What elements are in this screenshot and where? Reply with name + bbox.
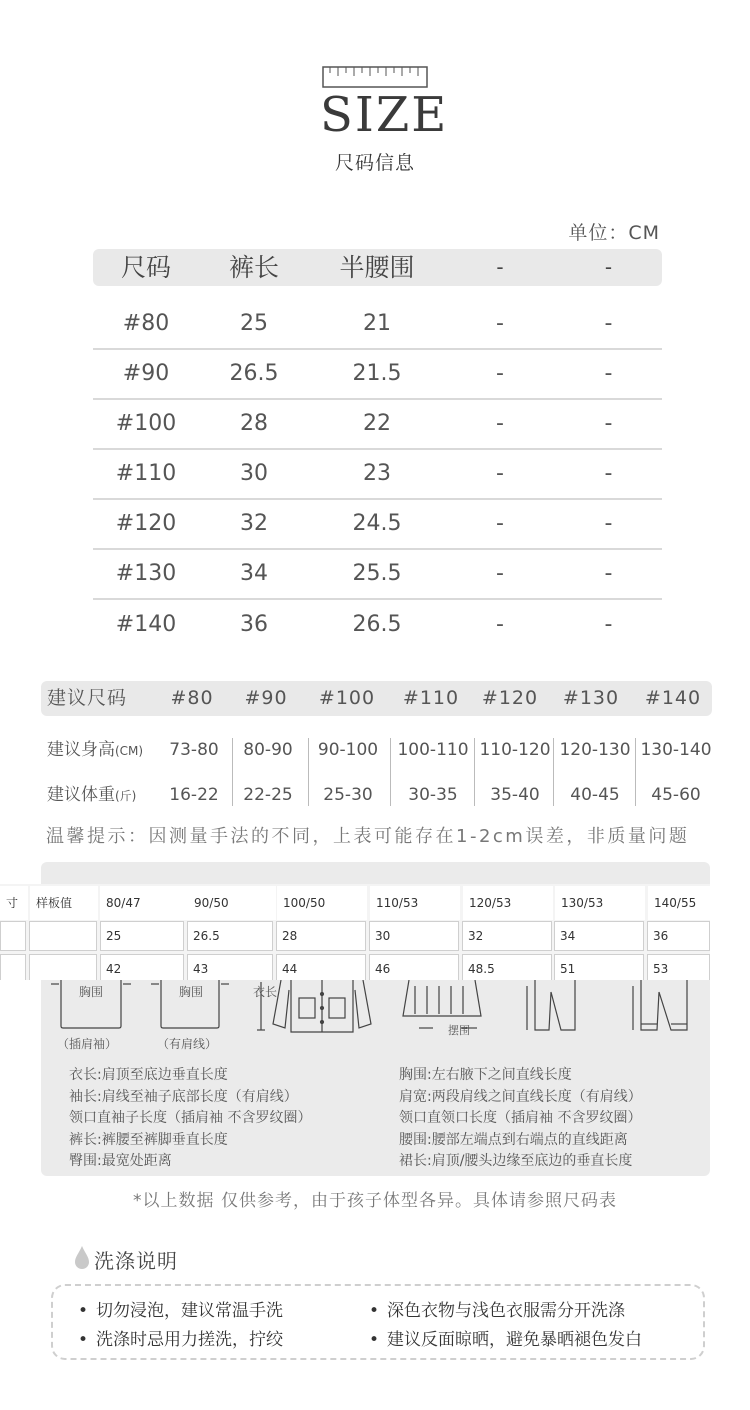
table-cell: - (496, 461, 504, 486)
table-cell: - (604, 561, 613, 586)
table-cell: - (604, 411, 613, 436)
table-cell: - (604, 311, 613, 336)
table-cell: 34 (240, 561, 268, 586)
table-cell: 28 (240, 411, 268, 436)
size-title: SIZE (320, 87, 449, 143)
table-cell: 21.5 (352, 361, 402, 386)
definition-item: 袖长:肩线至袖子底部长度（有肩线） (69, 1088, 298, 1105)
table-cell: - (496, 511, 504, 536)
table-row (93, 349, 662, 400)
spec-cell: 46 (369, 954, 459, 980)
spec-cell (29, 954, 97, 980)
table-cell: - (496, 411, 504, 436)
recommend-header (41, 681, 712, 716)
spec-header: 110/53 (370, 886, 460, 920)
definition-item: 肩宽:两段肩线之间直线长度（有肩线） (399, 1088, 642, 1105)
spec-cell (0, 954, 26, 980)
table-cell: 40-45 (570, 785, 620, 805)
wash-item: • 切勿浸泡，建议常温手洗 (78, 1296, 283, 1321)
table-cell: 25 (240, 311, 268, 336)
spec-cell (29, 921, 97, 951)
spec-header: 80/47 (100, 886, 188, 920)
spec-cell: 30 (369, 921, 459, 951)
table-row (93, 449, 662, 500)
ruler-icon (322, 66, 428, 88)
spec-cell: 36 (647, 921, 710, 951)
pants-figure-1 (527, 980, 575, 1030)
table-cell: - (496, 561, 504, 586)
column-header: - (496, 255, 504, 279)
length-label: 衣长 (253, 985, 278, 999)
table-cell: #90 (122, 361, 170, 386)
table-cell: 110-120 (479, 740, 551, 760)
spec-cell: 42 (100, 954, 184, 980)
spec-cell: 25 (100, 921, 184, 951)
spec-header: 100/50 (277, 886, 367, 920)
spec-cell (0, 921, 26, 951)
definition-item: 裤长:裤腰至裤脚垂直长度 (69, 1131, 228, 1148)
spec-sheet (0, 884, 710, 980)
measurement-tip: 温馨提示：因测量手法的不同，上表可能存在1-2cm误差，非质量问题 (46, 826, 690, 847)
column-header: #90 (244, 687, 288, 709)
hem-label: 摆围 (448, 1024, 470, 1037)
table-row (93, 549, 662, 600)
definition-item: 腰围:腰部左端点到右端点的直线距离 (399, 1131, 628, 1148)
table-cell: 21 (363, 311, 391, 336)
spec-header: 样板值 (30, 886, 98, 920)
definition-item: 领口直领口长度（插肩袖 不含罗纹圈） (399, 1110, 642, 1126)
definitions-right (399, 1065, 642, 1173)
definition-item: 裙长:肩顶/腰头边缘至底边的垂直长度 (399, 1153, 633, 1169)
column-header: #110 (402, 687, 460, 709)
table-cell: - (604, 612, 613, 637)
column-header: #80 (170, 687, 214, 709)
table-cell: 90-100 (317, 740, 379, 760)
table-row (93, 299, 662, 350)
spec-header: 140/55 (648, 886, 710, 920)
column-header: #100 (318, 687, 376, 709)
table-cell: - (604, 361, 613, 386)
table-cell: 25-30 (323, 785, 373, 805)
unit-label: 单位：CM (568, 222, 660, 244)
table-cell: - (604, 461, 613, 486)
table-cell: - (496, 311, 504, 336)
spec-cell: 44 (276, 954, 366, 980)
table-cell: 25.5 (352, 561, 402, 586)
table-cell: 32 (240, 511, 268, 536)
garment-diagrams (41, 980, 710, 1052)
pants-figure-2 (633, 980, 687, 1030)
spec-cell: 28 (276, 921, 366, 951)
table-cell: 26.5 (352, 612, 402, 637)
chest-label: 胸围 (79, 985, 104, 999)
table-cell: #120 (115, 511, 177, 536)
table-cell: - (604, 511, 613, 536)
table-cell: 30 (240, 461, 268, 486)
table-cell: #100 (115, 411, 177, 436)
column-header: 裤长 (228, 253, 279, 282)
table-cell: 130-140 (640, 740, 712, 760)
spec-cell: 48.5 (462, 954, 552, 980)
wash-item: • 深色衣物与浅色衣服需分开洗涤 (369, 1296, 625, 1321)
table-cell: 26.5 (229, 361, 279, 386)
wash-item: • 洗涤时忌用力搓洗，拧绞 (78, 1325, 283, 1350)
column-header: #120 (481, 687, 539, 709)
column-header: #130 (562, 687, 620, 709)
table-cell: #80 (122, 311, 170, 336)
wash-title: 洗涤说明 (94, 1249, 178, 1273)
table-row (93, 399, 662, 450)
table-cell: 30-35 (408, 785, 458, 805)
spec-header: 130/53 (555, 886, 645, 920)
water-drop-icon (73, 1245, 91, 1271)
column-header: - (604, 255, 613, 279)
table-cell: #110 (115, 461, 177, 486)
column-header: 半腰围 (339, 253, 415, 282)
wash-item: • 建议反面晾晒，避免暴晒褪色发白 (369, 1325, 642, 1350)
table-cell: 35-40 (490, 785, 540, 805)
shoulder-caption: （有肩线） (157, 1037, 218, 1051)
chest-label: 胸围 (179, 985, 204, 999)
definition-item: 领口直袖子长度（插肩袖 不含罗纹圈） (69, 1110, 312, 1126)
table-cell: 36 (240, 612, 268, 637)
spec-cell: 43 (187, 954, 273, 980)
column-header: #140 (644, 687, 702, 709)
table-cell: #140 (115, 612, 177, 637)
weight-label: 建议体重(斤) (47, 785, 137, 805)
spec-cell: 32 (462, 921, 552, 951)
spec-cell: 26.5 (187, 921, 273, 951)
table-cell: 100-110 (397, 740, 469, 760)
table-cell: 16-22 (169, 785, 219, 805)
spec-cell: 34 (554, 921, 644, 951)
table-row (93, 600, 662, 649)
table-cell: 120-130 (559, 740, 631, 760)
table-row (93, 499, 662, 550)
spec-cell: 51 (554, 954, 644, 980)
table-cell: - (496, 361, 504, 386)
spec-cell: 53 (647, 954, 710, 980)
weight-row (41, 777, 712, 813)
raglan-caption: （插肩袖） (57, 1037, 118, 1051)
table-cell: 80-90 (243, 740, 293, 760)
recommend-label: 建议尺码 (47, 687, 128, 709)
disclaimer-note: *以上数据 仅供参考，由于孩子体型各异。具体请参照尺码表 (133, 1191, 617, 1211)
table-cell: 22-25 (243, 785, 293, 805)
size-table-header (93, 249, 662, 286)
column-header: 尺码 (120, 253, 171, 282)
definitions-left (69, 1065, 311, 1173)
spec-header: 寸 (0, 886, 28, 920)
table-cell: 73-80 (169, 740, 219, 760)
spec-header: 90/50 (188, 886, 276, 920)
definition-item: 臀围:最宽处距离 (69, 1153, 172, 1169)
table-cell: 24.5 (352, 511, 402, 536)
table-cell: 45-60 (651, 785, 701, 805)
height-row (41, 732, 712, 768)
spec-header: 120/53 (463, 886, 553, 920)
size-subtitle: 尺码信息 (334, 152, 415, 174)
definition-item: 胸围:左右腋下之间直线长度 (399, 1067, 572, 1083)
dress-figure (403, 980, 481, 1028)
definition-item: 衣长:肩顶至底边垂直长度 (69, 1067, 228, 1083)
table-cell: - (496, 612, 504, 637)
table-cell: 23 (363, 461, 391, 486)
table-cell: 22 (363, 411, 391, 436)
table-cell: #130 (115, 561, 177, 586)
height-label: 建议身高(CM) (47, 740, 144, 760)
